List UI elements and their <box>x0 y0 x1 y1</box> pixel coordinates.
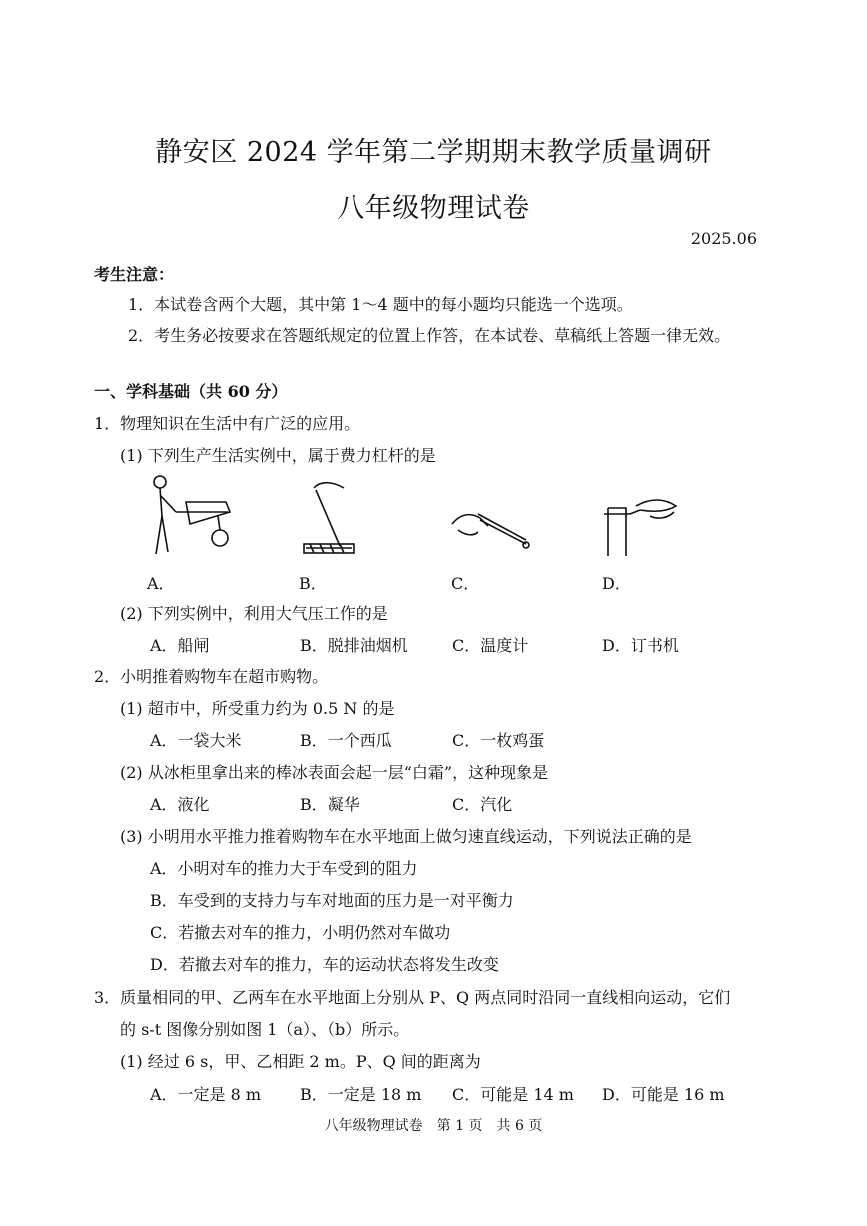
question-2-2-text: (2) 从冰柜里拿出来的棒冰表面会起一层“白霜”，这种现象是 <box>120 763 549 782</box>
wheelbarrow-illustration <box>140 472 240 557</box>
question-2-1-option-c: C．一枚鸡蛋 <box>452 731 545 750</box>
exam-date: 2025.06 <box>690 229 757 248</box>
question-1-1-option-a: A． <box>147 574 175 593</box>
question-2-1-option-a: A．一袋大米 <box>150 731 242 750</box>
question-2-2-option-c: C．汽化 <box>452 795 513 814</box>
section-heading: 一、学科基础（共 60 分） <box>94 382 288 401</box>
notice-item: 2．考生务必按要求在答题纸规定的位置上作答，在本试卷、草稿纸上答题一律无效。 <box>128 326 731 345</box>
fishing-rod-illustration <box>448 500 533 555</box>
question-2-stem: 2．小明推着购物车在超市购物。 <box>94 667 329 686</box>
question-3-1-option-b: B．一定是 18 m <box>300 1085 422 1104</box>
bottle-opener-illustration <box>600 494 680 558</box>
question-1-stem: 1．物理知识在生活中有广泛的应用。 <box>94 414 361 433</box>
question-1-1-option-d: D． <box>602 574 631 593</box>
notice-heading: 考生注意： <box>94 265 175 284</box>
question-1-1-text: (1) 下列生产生活实例中，属于费力杠杆的是 <box>120 446 436 465</box>
question-1-1-option-c: C． <box>451 574 480 593</box>
exam-title: 静安区 2024 学年第二学期期末教学质量调研 <box>155 137 712 168</box>
question-1-2-option-d: D．订书机 <box>602 636 679 655</box>
question-2-3-option-c: C．若撤去对车的推力，小明仍然对车做功 <box>150 923 451 942</box>
notice-item: 1．本试卷含两个大题，其中第 1～4 题中的每小题均只能选一个选项。 <box>128 295 633 314</box>
exam-subtitle: 八年级物理试卷 <box>337 193 530 224</box>
question-3-1-option-d: D．可能是 16 m <box>602 1085 725 1104</box>
question-2-2-option-b: B．凝华 <box>300 795 360 814</box>
question-1-1-option-b: B． <box>299 574 327 593</box>
question-3-stem-line2: 的 s-t 图像分别如图 1（a）、（b）所示。 <box>120 1020 410 1039</box>
question-3-1-option-a: A．一定是 8 m <box>150 1085 262 1104</box>
question-2-3-option-a: A．小明对车的推力大于车受到的阻力 <box>150 859 418 878</box>
question-3-stem-line1: 3．质量相同的甲、乙两车在水平地面上分别从 P、Q 两点同时沿同一直线相向运动，它们 <box>94 988 731 1007</box>
question-2-1-text: (1) 超市中，所受重力约为 0.5 N 的是 <box>120 699 395 718</box>
question-2-3-option-d: D．若撤去对车的推力，车的运动状态将发生改变 <box>150 955 499 974</box>
question-1-2-option-c: C．温度计 <box>452 636 529 655</box>
question-1-2-option-b: B．脱排油烟机 <box>300 636 408 655</box>
lever-crowbar-illustration <box>296 478 361 558</box>
question-2-3-option-b: B．车受到的支持力与车对地面的压力是一对平衡力 <box>150 891 514 910</box>
question-2-3-text: (3) 小明用水平推力推着购物车在水平地面上做匀速直线运动，下列说法正确的是 <box>120 827 692 846</box>
question-1-2-text: (2) 下列实例中，利用大气压工作的是 <box>120 604 388 623</box>
question-2-2-option-a: A．液化 <box>150 795 210 814</box>
question-1-2-option-a: A．船闸 <box>150 636 210 655</box>
page-footer: 八年级物理试卷 第 1 页 共 6 页 <box>324 1118 543 1134</box>
question-2-1-option-b: B．一个西瓜 <box>300 731 392 750</box>
question-3-1-text: (1) 经过 6 s，甲、乙相距 2 m。P、Q 间的距离为 <box>120 1052 481 1071</box>
question-3-1-option-c: C．可能是 14 m <box>452 1085 574 1104</box>
